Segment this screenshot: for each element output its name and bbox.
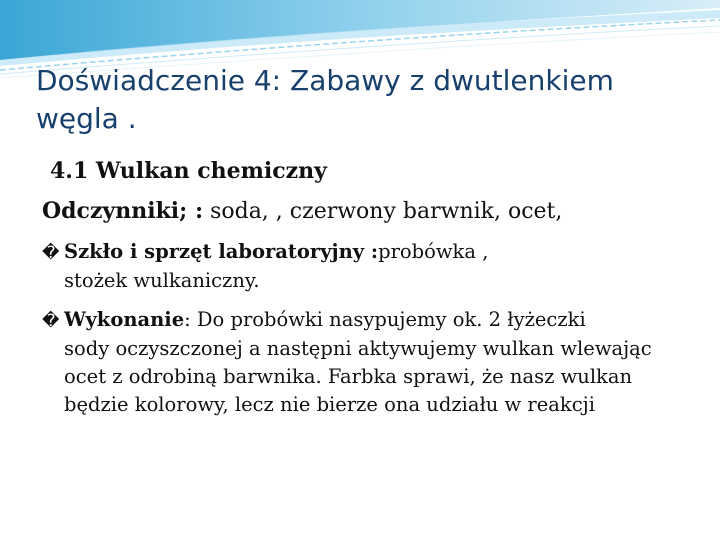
reagents-line [42, 198, 702, 224]
bullet-equipment-first-line: probówka , [378, 240, 489, 263]
bullet-equipment-label: Szkło i sprzęt laboratoryjny : [64, 240, 379, 263]
bullet-icon: � [42, 311, 60, 331]
bullet-procedure-rest: sody oczyszczonej a następni aktywujemy wulkan wlewając ocet z odrobiną barwnika. Farbka sprawi, że nasz wulkan będzie kolorowy, lecz nie bierze ona udziału w reakcji [64, 337, 652, 416]
bullet-procedure-first-line: : Do probówki nasypujemy ok. 2 łyżeczki [184, 308, 586, 331]
bullet-procedure [42, 306, 682, 419]
bullet-equipment [42, 238, 682, 295]
section-subtitle [50, 158, 327, 184]
section-subtitle-text: 4.1 Wulkan chemiczny [50, 158, 327, 184]
bullet-icon: � [42, 243, 60, 263]
bullet-procedure-label: Wykonanie [64, 308, 185, 331]
reagents-label: Odczynniki; : [42, 198, 204, 224]
reagents-text: soda, , czerwony barwnik, ocet, [203, 199, 563, 224]
page-title: Doświadczenie 4: Zabawy z dwutlenkiem węgla . [36, 64, 614, 135]
bullet-equipment-rest: stożek wulkaniczny. [64, 269, 260, 292]
